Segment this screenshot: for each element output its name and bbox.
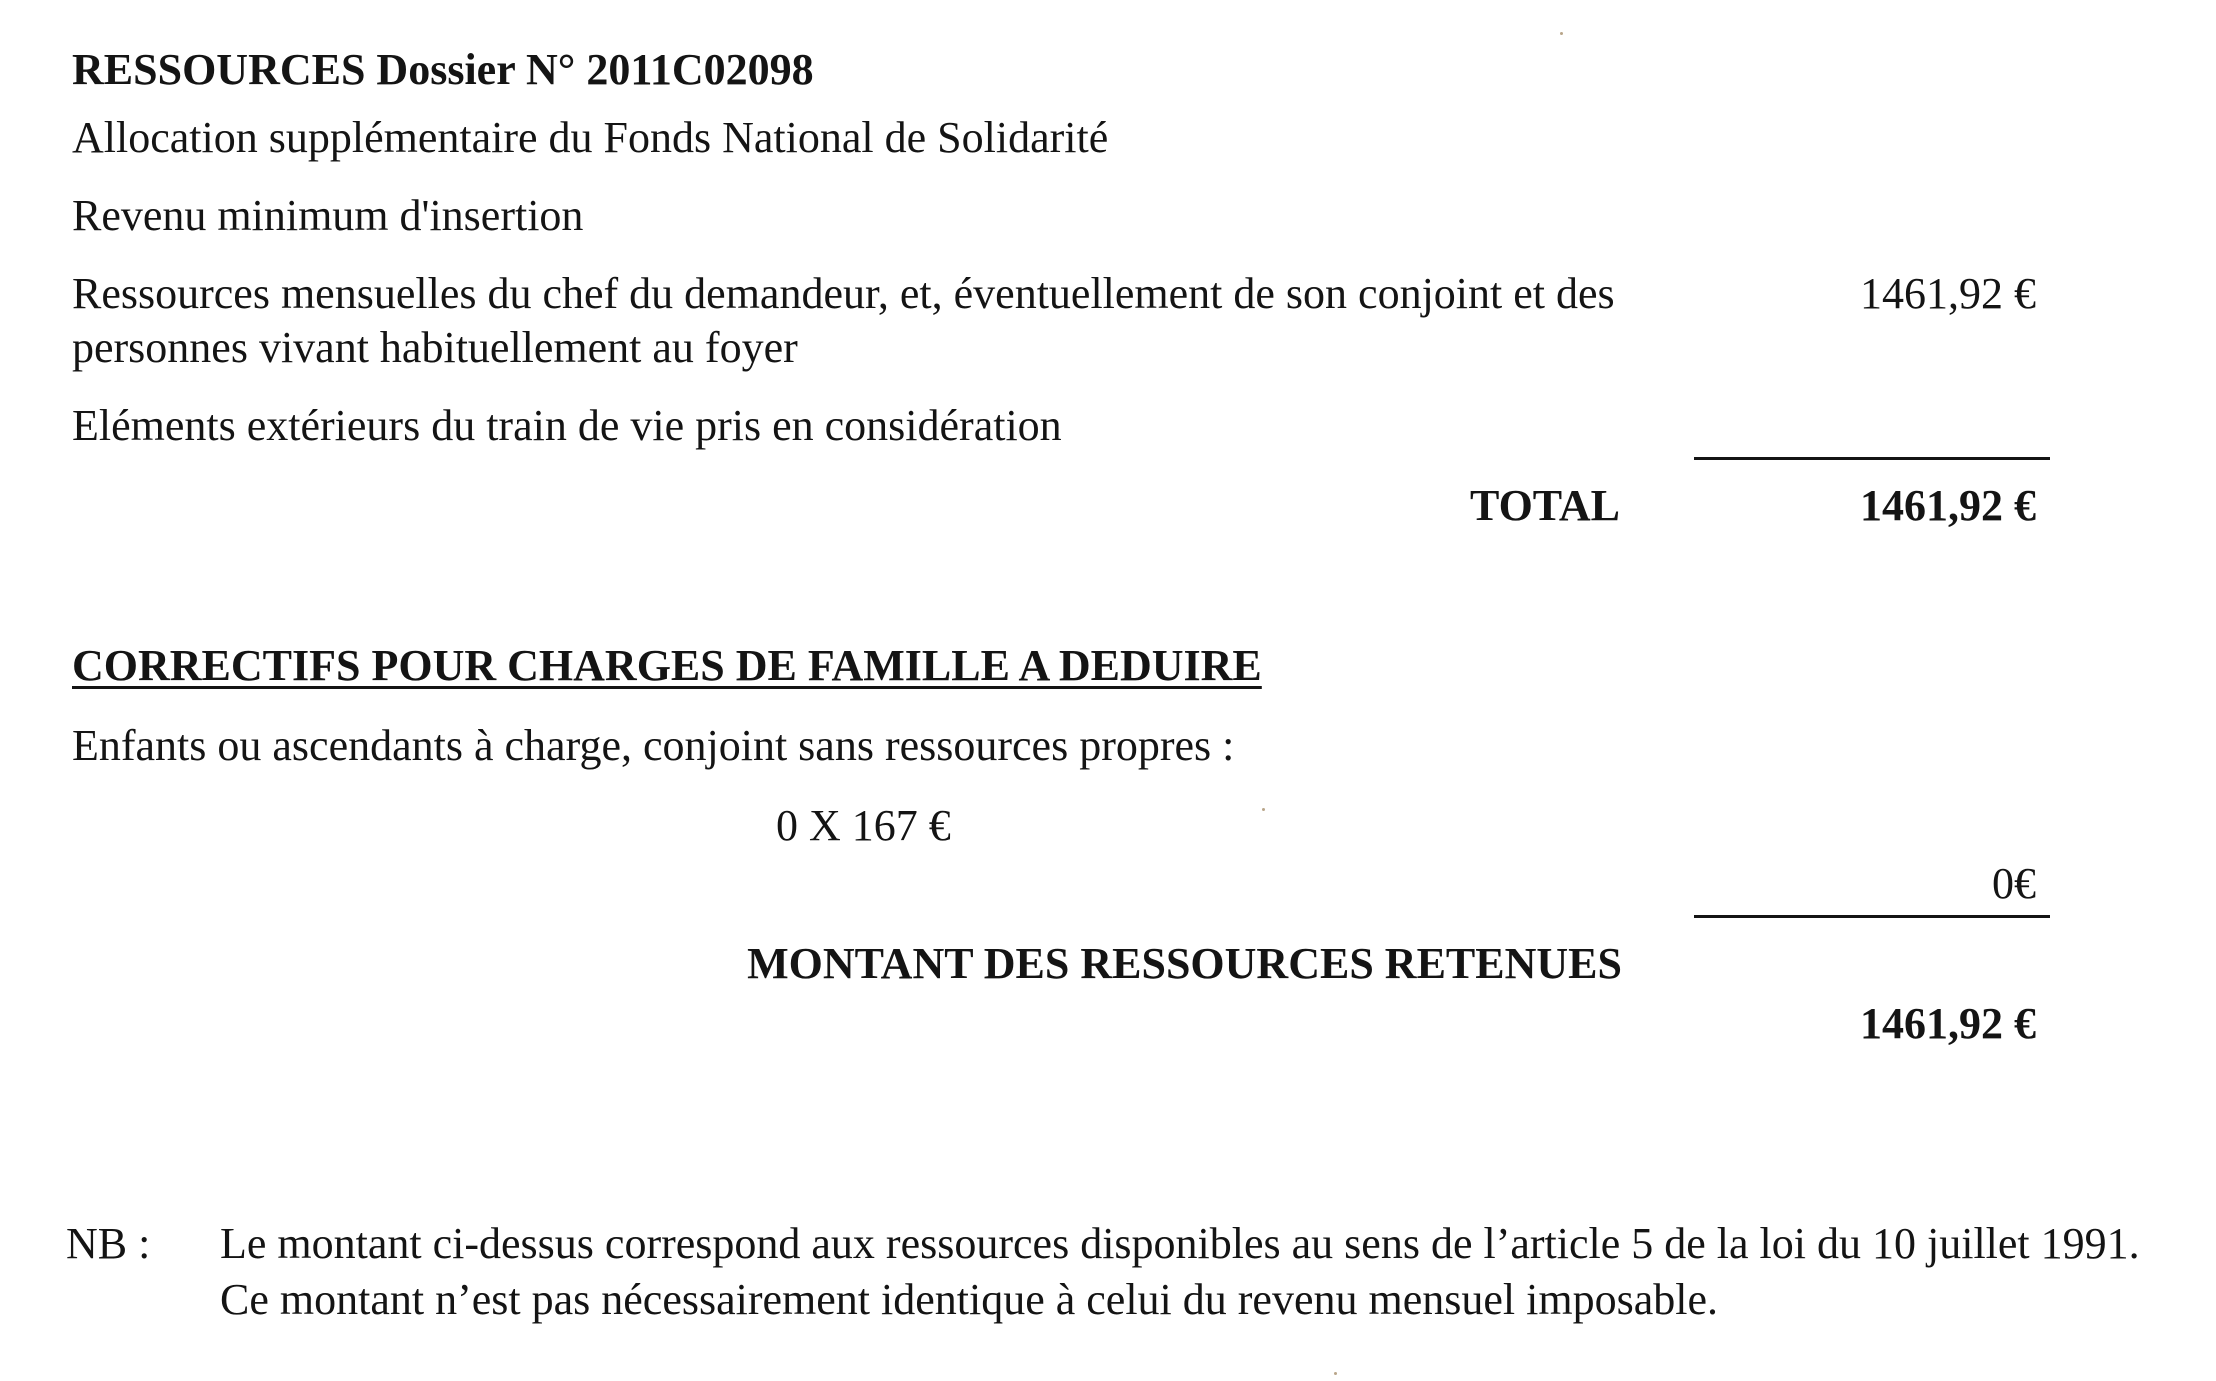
deduction-rule (1694, 915, 2050, 918)
scan-speck (1262, 808, 1265, 811)
note-line-2: Ce montant n’est pas nécessairement identique à celui du revenu mensuel imposable. (220, 1275, 1718, 1324)
scan-speck (1560, 32, 1563, 35)
total-rule (1694, 457, 2050, 460)
allocation-fns-label: Allocation supplémentaire du Fonds National de Solidarité (72, 113, 1109, 162)
scan-speck (1334, 1372, 1337, 1375)
ressources-retenues-amount: 1461,92 € (1860, 999, 2036, 1048)
ressources-retenues-label: MONTANT DES RESSOURCES RETENUES (747, 939, 1622, 988)
charges-description: Enfants ou ascendants à charge, conjoint sans ressources propres : (72, 721, 1235, 770)
ressources-mensuelles-label-line1: Ressources mensuelles du chef du demandeur, et, éventuellement de son conjoint et des (72, 269, 1615, 318)
deduction-amount: 0€ (1992, 859, 2036, 908)
ressources-heading: RESSOURCES Dossier N° 2011C02098 (72, 45, 814, 94)
ressources-mensuelles-amount: 1461,92 € (1860, 269, 2036, 318)
total-label: TOTAL (1470, 481, 1620, 530)
charges-calculation: 0 X 167 € (776, 801, 951, 850)
train-de-vie-label: Eléments extérieurs du train de vie pris en considération (72, 401, 1062, 450)
total-amount: 1461,92 € (1860, 481, 2036, 530)
ressources-mensuelles-label-line2: personnes vivant habituellement au foyer (72, 323, 798, 372)
rmi-label: Revenu minimum d'insertion (72, 191, 584, 240)
note-prefix: NB : (66, 1219, 151, 1268)
correctifs-heading: CORRECTIFS POUR CHARGES DE FAMILLE A DEDUIRE (72, 641, 1262, 690)
note-line-1: Le montant ci-dessus correspond aux ressources disponibles au sens de l’article 5 de la loi du 10 juillet 1991. (220, 1219, 2140, 1268)
